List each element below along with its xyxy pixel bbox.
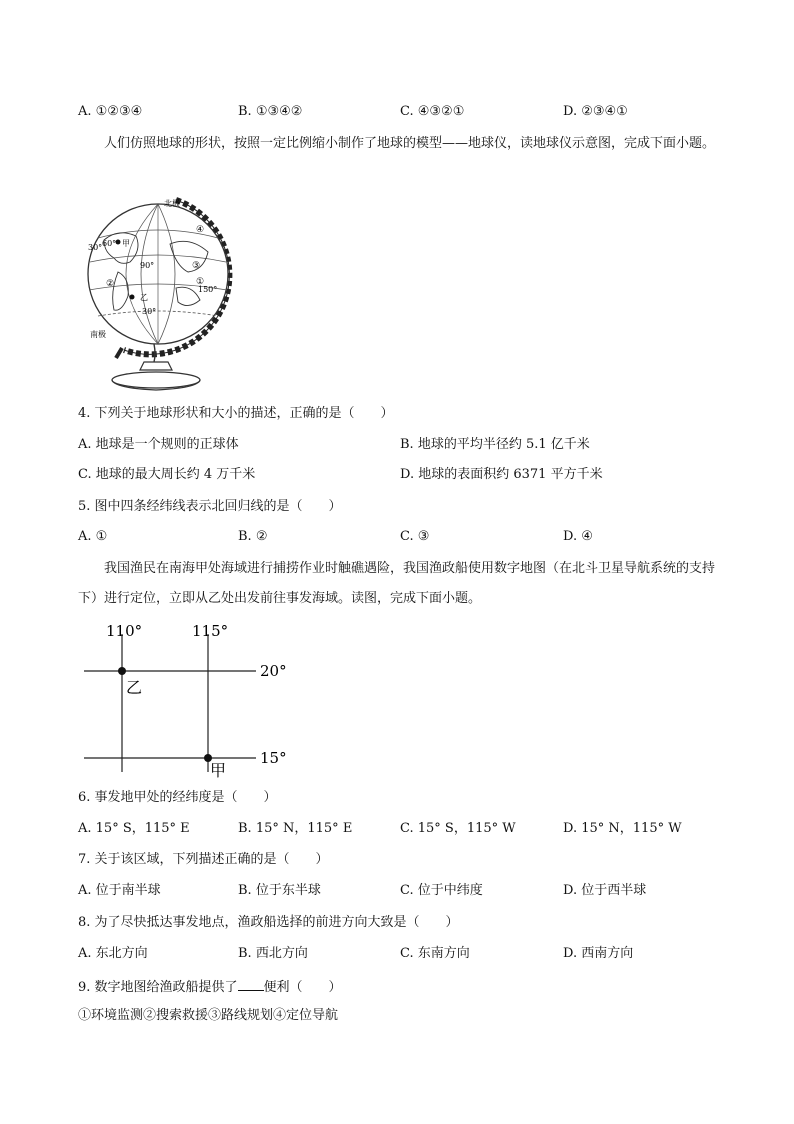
q9-stem-before: 9. 数字地图给渔政船提供了	[78, 980, 238, 995]
globe-label-1: ①	[196, 277, 205, 287]
q7-stem: 7. 关于该区域，下列描述正确的是（ ）	[78, 852, 329, 867]
globe-label-yi: 乙	[140, 293, 148, 302]
q6-option-c: C. 15° S，115° W	[400, 821, 516, 836]
globe-label-3: ③	[192, 261, 201, 271]
q6-option-a: A. 15° S，115° E	[78, 821, 190, 836]
globe-label-90: 90°	[140, 261, 155, 270]
globe-illustration	[84, 192, 244, 394]
q4-option-d: D. 地球的表面积约 6371 平方千米	[400, 467, 603, 482]
globe-label-150: 150°	[198, 285, 218, 294]
intro-globe: 人们仿照地球的形状，按照一定比例缩小制作了地球的模型——地球仪，读地球仪示意图，完成下面小题。	[104, 136, 716, 151]
q6-stem: 6. 事发地甲处的经纬度是（ ）	[78, 790, 277, 805]
q7-option-a: A. 位于南半球	[78, 883, 161, 898]
q9-stem-after: 便利（ ）	[263, 980, 342, 995]
q8-option-c: C. 东南方向	[400, 946, 470, 961]
q5-stem: 5. 图中四条经纬线表示北回归线的是（ ）	[78, 499, 342, 514]
globe-label-30-bottom: 30°	[142, 307, 157, 316]
q6-option-b: B. 15° N，115° E	[238, 821, 353, 836]
q9-choices: ①环境监测②搜索救援③路线规划④定位导航	[78, 1008, 339, 1023]
q7-option-c: C. 位于中纬度	[400, 883, 483, 898]
q7-option-b: B. 位于东半球	[238, 883, 321, 898]
globe-label-2: ②	[106, 279, 115, 289]
q5-option-b: B. ②	[238, 529, 268, 544]
q8-option-d: D. 西南方向	[563, 946, 634, 961]
label-lat-20: 20°	[260, 662, 287, 680]
latlon-grid	[84, 616, 294, 780]
label-lon-115: 115°	[192, 622, 229, 640]
q9-stem	[78, 976, 342, 997]
q3-option-b: B. ①③④②	[238, 104, 303, 119]
q3-option-c: C. ④③②①	[400, 104, 465, 119]
globe-label-30-left: 30°	[88, 243, 103, 252]
q8-option-a: A. 东北方向	[78, 946, 148, 961]
q8-option-b: B. 西北方向	[238, 946, 308, 961]
q4-stem: 4. 下列关于地球形状和大小的描述，正确的是（ ）	[78, 406, 394, 421]
label-point-yi: 乙	[126, 678, 143, 697]
q7-option-d: D. 位于西半球	[563, 883, 647, 898]
q4-option-a: A. 地球是一个规则的正球体	[78, 437, 239, 452]
globe-label-north: 北极	[164, 199, 180, 208]
globe-figure	[84, 192, 244, 394]
q4-option-c: C. 地球的最大周长约 4 万千米	[78, 467, 256, 482]
label-lon-110: 110°	[106, 622, 143, 640]
q5-option-d: D. ④	[563, 529, 593, 544]
latlon-grid-figure	[84, 616, 294, 780]
q6-option-d: D. 15° N，115° W	[563, 821, 682, 836]
q9-blank	[238, 976, 264, 991]
globe-label-60: 60°	[102, 239, 117, 248]
globe-label-jia: 甲	[122, 239, 130, 248]
label-lat-15: 15°	[260, 749, 287, 767]
q8-stem: 8. 为了尽快抵达事发地点，渔政船选择的前进方向大致是（ ）	[78, 915, 459, 930]
q5-option-a: A. ①	[78, 529, 108, 544]
globe-label-4: ④	[196, 225, 205, 235]
label-point-jia: 甲	[210, 761, 227, 780]
q5-option-c: C. ③	[400, 529, 430, 544]
q3-option-d: D. ②③④①	[563, 104, 628, 119]
q4-option-b: B. 地球的平均半径约 5.1 亿千米	[400, 437, 590, 452]
q3-option-a: A. ①②③④	[78, 104, 143, 119]
globe-label-south: 南极	[90, 330, 106, 339]
intro-fishing: 我国渔民在南海甲处海域进行捕捞作业时触礁遇险，我国渔政船使用数字地图（在北斗卫星导航系统的支持下）进行定位，立即从乙处出发前往事发海域。读图，完成下面小题。	[78, 561, 716, 606]
